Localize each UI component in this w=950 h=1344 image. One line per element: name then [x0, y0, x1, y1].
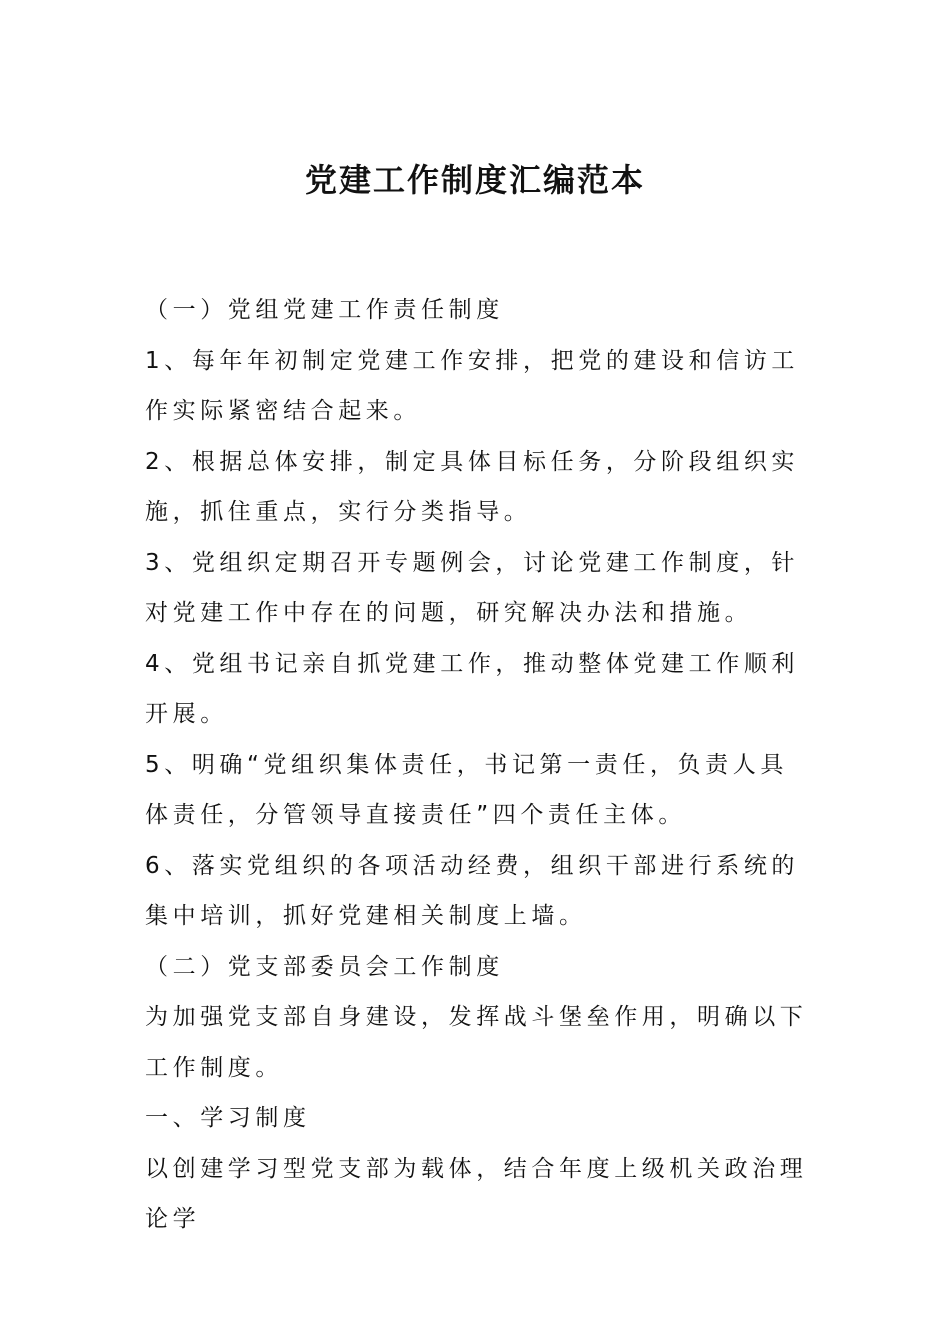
- paragraph-item-6: 6、落实党组织的各项活动经费，组织干部进行系统的集中培训，抓好党建相关制度上墙。: [145, 852, 800, 929]
- paragraph-item-1: 1、每年年初制定党建工作安排，把党的建设和信访工作实际紧密结合起来。: [145, 347, 800, 424]
- paragraph-item-5: 5、明确“党组织集体责任，书记第一责任，负责人具体责任，分管领导直接责任”四个责任主体。: [145, 751, 788, 828]
- section-heading-1: （一）党组党建工作责任制度: [145, 297, 504, 323]
- paragraph-item-3: 3、党组织定期召开专题例会，讨论党建工作制度，针对党建工作中存在的问题，研究解决办法和措施。: [145, 549, 800, 626]
- paragraph-item-2: 2、根据总体安排，制定具体目标任务，分阶段组织实施，抓住重点，实行分类指导。: [145, 448, 800, 525]
- paragraph-intro: 为加强党支部自身建设，发挥战斗堡垒作用，明确以下工作制度。: [145, 1004, 808, 1081]
- document-body: [145, 285, 813, 1245]
- document-title: 党建工作制度汇编范本: [304, 161, 645, 199]
- paragraph-study: 以创建学习型党支部为载体，结合年度上级机关政治理论学: [145, 1155, 808, 1232]
- paragraph-item-4: 4、党组书记亲自抓党建工作，推动整体党建工作顺利开展。: [145, 650, 800, 727]
- section-heading-2: （二）党支部委员会工作制度: [145, 953, 504, 980]
- subsection-heading-study: 一、学习制度: [145, 1105, 311, 1131]
